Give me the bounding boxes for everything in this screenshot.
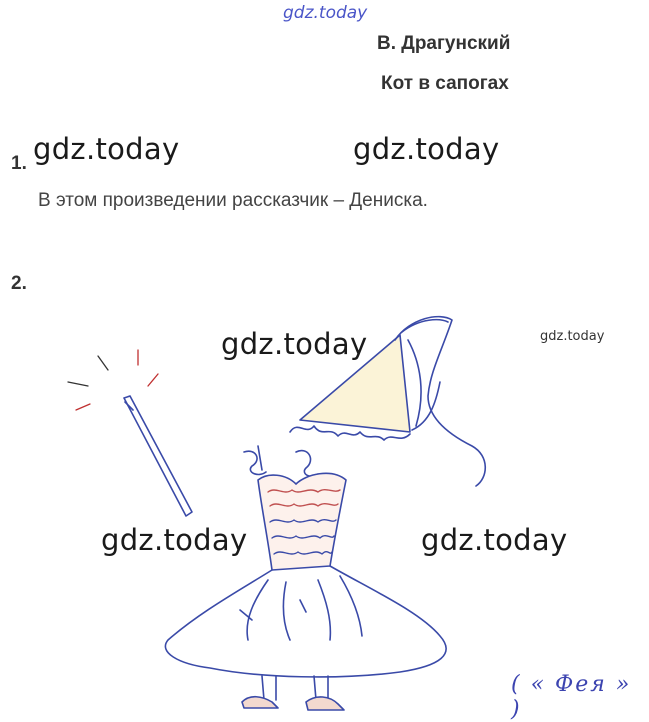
watermark-top: gdz.today bbox=[283, 3, 368, 23]
drawing-caption: ( « Фея » ) bbox=[511, 672, 632, 722]
story-title: Кот в сапогах bbox=[381, 73, 509, 94]
watermark-small: gdz.today bbox=[540, 329, 605, 344]
task-1-number: 1. bbox=[11, 153, 27, 174]
watermark-2: gdz.today bbox=[353, 132, 500, 166]
skirt bbox=[165, 566, 446, 677]
author-name: В. Драгунский bbox=[377, 33, 511, 54]
task-2-number: 2. bbox=[11, 273, 27, 294]
watermark-3: gdz.today bbox=[221, 327, 368, 361]
watermark-5: gdz.today bbox=[421, 523, 568, 557]
bodice bbox=[258, 473, 346, 570]
watermark-4: gdz.today bbox=[101, 523, 248, 557]
watermark-1: gdz.today bbox=[33, 132, 180, 166]
fairy-legs bbox=[242, 676, 344, 710]
magic-wand-icon bbox=[68, 350, 192, 516]
task-1-answer: В этом произведении рассказчик – Дениска. bbox=[38, 190, 428, 211]
